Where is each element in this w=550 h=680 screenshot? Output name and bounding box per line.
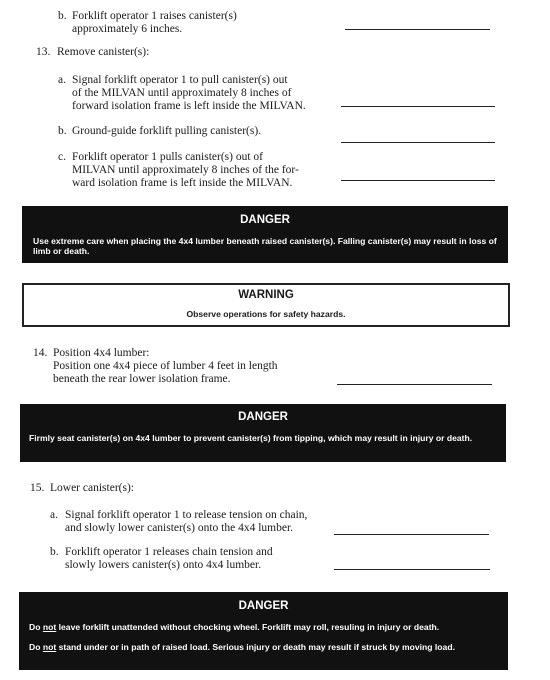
step-15a-line1: Signal forklift operator 1 to release tension on chain,: [65, 509, 308, 521]
step-13a-line3: forward isolation frame is left inside the MILVAN.: [72, 100, 306, 112]
step-15b-line1: Forklift operator 1 releases chain tension and: [65, 546, 273, 558]
step-14-title: Position 4x4 lumber:: [53, 347, 150, 359]
danger-3-p1-do: Do: [29, 622, 41, 632]
step-13-title: Remove canister(s):: [57, 46, 150, 58]
warning-box: [22, 283, 510, 327]
step-13c-line3: ward isolation frame is left inside the MILVAN.: [72, 177, 293, 189]
danger-3-p2-not: not: [42, 642, 57, 652]
danger-1-text: Use extreme care when placing the 4x4 lumber beneath raised canister(s). Falling canister(s) may result in loss of limb or death.: [33, 236, 497, 256]
danger-2-text: Firmly seat canister(s) on 4x4 lumber to prevent canister(s) from tipping, which may result in injury or death.: [29, 433, 473, 443]
checkoff-line-14: [337, 384, 492, 385]
danger-3-p2-rest: stand under or in path of raised load. Serious injury or death may result if struck by moving load.: [58, 642, 455, 652]
danger-1-heading: DANGER: [240, 214, 290, 226]
step-13a-line1: Signal forklift operator 1 to pull canister(s) out: [72, 74, 288, 86]
checkoff-line-15b: [334, 569, 490, 570]
checkoff-line-15a: [334, 534, 489, 535]
checkoff-line-13a: [341, 106, 495, 107]
step-13b-line1: Ground-guide forklift pulling canister(s).: [72, 125, 262, 137]
step-13c-letter: c.: [58, 151, 66, 163]
step-14-line2: beneath the rear lower isolation frame.: [53, 373, 231, 385]
checkoff-line-12b: [345, 29, 490, 30]
checkoff-line-13b: [341, 142, 495, 143]
step-13a-line2: of the MILVAN until approximately 8 inches of: [72, 87, 292, 99]
step-13a-letter: a.: [58, 74, 66, 86]
step-15b-line2: slowly lowers canister(s) onto 4x4 lumber.: [65, 559, 262, 571]
danger-box-3: [19, 592, 508, 670]
danger-box-1: [22, 206, 508, 263]
step-13-number: 13.: [36, 46, 51, 58]
warning-heading: WARNING: [238, 289, 294, 301]
step-13b-letter: b.: [58, 125, 67, 137]
danger-3-heading: DANGER: [238, 600, 289, 612]
step-15a-letter: a.: [50, 509, 58, 521]
warning-text: Observe operations for safety hazards.: [186, 309, 346, 319]
danger-3-paragraph-1: [29, 622, 500, 632]
step-15-number: 15.: [30, 482, 45, 494]
step-15-title: Lower canister(s):: [50, 482, 134, 494]
step-12b-letter: b.: [58, 10, 67, 22]
step-13c-line1: Forklift operator 1 pulls canister(s) out of: [72, 151, 263, 163]
danger-box-2: [20, 404, 506, 462]
step-12b-line2: approximately 6 inches.: [72, 23, 183, 35]
checkoff-line-13c: [341, 180, 495, 181]
danger-3-p1-not: not: [42, 622, 57, 632]
danger-2-heading: DANGER: [238, 411, 288, 423]
step-15b-letter: b.: [50, 546, 59, 558]
step-13c-line2: MILVAN until approximately 8 inches of the for-: [72, 164, 299, 176]
step-15a-line2: and slowly lower canister(s) onto the 4x4 lumber.: [65, 522, 294, 534]
step-12b-line1: Forklift operator 1 raises canister(s): [72, 10, 237, 22]
danger-3-paragraph-2: [29, 642, 500, 652]
step-14-line1: Position one 4x4 piece of lumber 4 feet in length: [53, 360, 278, 372]
step-14-number: 14.: [33, 347, 48, 359]
danger-3-p2-do: Do: [29, 642, 41, 652]
danger-3-p1-rest: leave forklift unattended without chocking wheel. Forklift may roll, resuling in injury or death.: [58, 622, 440, 632]
